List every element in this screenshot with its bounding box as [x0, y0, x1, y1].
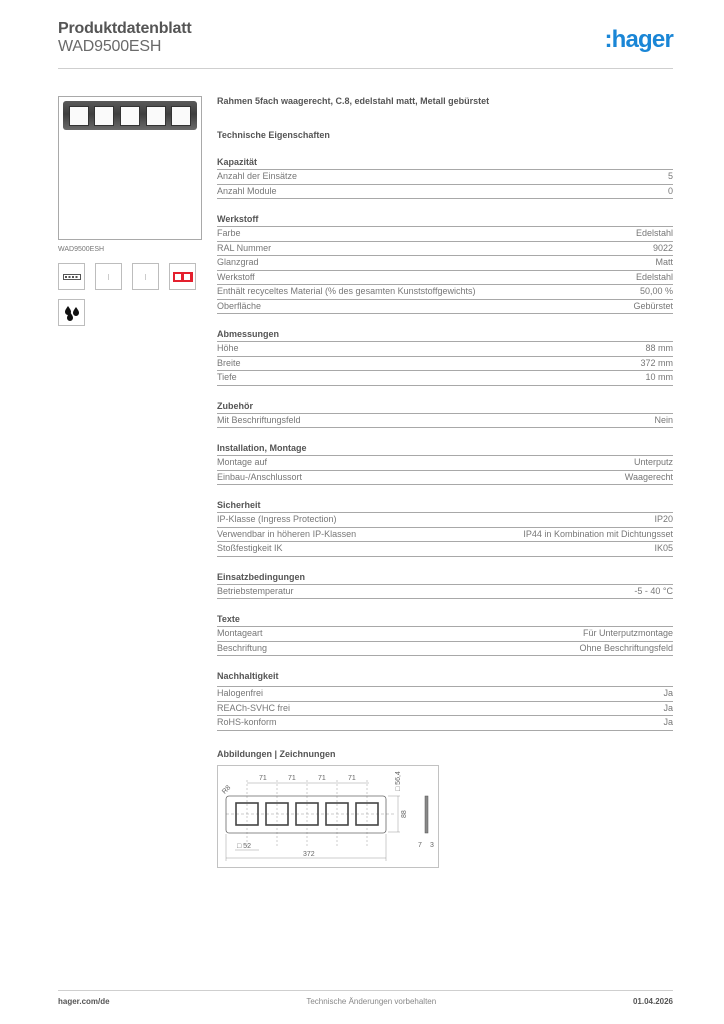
spec-label: Oberfläche: [217, 300, 262, 311]
width-label: 372: [303, 850, 315, 858]
spec-value: 10 mm: [645, 372, 673, 382]
spec-row: [217, 585, 673, 600]
spec-row: [217, 687, 673, 702]
spec-label: Mit Beschriftungsfeld: [217, 414, 301, 425]
section-title: Technische Eigenschaften: [217, 130, 330, 140]
frame-illustration: [63, 101, 197, 130]
spec-value: Waagerecht: [624, 471, 673, 482]
outer-label: □ 56,4: [395, 770, 402, 791]
pitch-label: 71: [288, 774, 296, 782]
pitch-label: 71: [259, 774, 267, 782]
depth-label: 3: [430, 841, 434, 849]
spec-label: Anzahl der Einsätze: [217, 171, 298, 181]
depth-label: 7: [418, 841, 422, 849]
spec-value: Matt: [655, 257, 673, 267]
spec-value: 0: [667, 185, 673, 196]
spec-row: [217, 528, 673, 543]
group-abmessungen: [217, 328, 673, 386]
header-divider: [58, 68, 673, 69]
spec-label: IP-Klasse (Ingress Protection): [217, 514, 337, 524]
group-title: Abmessungen: [217, 328, 673, 342]
product-title: Rahmen 5fach waagerecht, C.8, edelstahl matt, Metall gebürstet: [217, 96, 490, 106]
page-footer: [58, 997, 673, 1006]
spec-value: IK05: [654, 543, 673, 553]
spec-row: [217, 627, 673, 642]
group-title: Zubehör: [217, 400, 673, 414]
group-texte: [217, 613, 673, 656]
spec-row: [217, 716, 673, 731]
spec-row: [217, 256, 673, 271]
spec-row: [217, 414, 673, 429]
led-strip-icon: [58, 263, 85, 290]
spec-row: [217, 642, 673, 657]
spec-label: Anzahl Module: [217, 185, 277, 196]
group-sicherheit: [217, 499, 673, 557]
doc-type-title: Produktdatenblatt: [58, 20, 192, 37]
spec-label: Montage auf: [217, 457, 268, 467]
spec-row: [217, 542, 673, 557]
water-drops-icon: [58, 299, 85, 326]
spec-value: Ja: [663, 702, 673, 713]
pitch-label: 71: [348, 774, 356, 782]
spec-label: RAL Nummer: [217, 242, 272, 253]
spec-value: -5 - 40 °C: [634, 585, 673, 596]
technical-drawing: [217, 765, 439, 868]
footer-note: Technische Änderungen vorbehalten: [306, 997, 437, 1006]
spec-row: [217, 185, 673, 200]
group-title: Einsatzbedingungen: [217, 571, 673, 585]
spec-label: Höhe: [217, 343, 239, 353]
product-image: [58, 96, 202, 240]
spec-row: [217, 300, 673, 315]
ip-rating-icon: [169, 263, 196, 290]
spec-label: Halogenfrei: [217, 688, 264, 698]
spec-row: [217, 471, 673, 486]
group-title: Kapazität: [217, 156, 673, 170]
footer-divider: [58, 990, 673, 991]
spec-label: Breite: [217, 357, 241, 368]
spec-value: Nein: [654, 414, 673, 425]
group-title: Texte: [217, 613, 673, 627]
article-number: WAD9500ESH: [58, 38, 162, 55]
spec-row: [217, 371, 673, 386]
spec-label: Einbau-/Anschlussort: [217, 471, 303, 482]
spec-label: Glanzgrad: [217, 257, 259, 267]
height-label: 88: [401, 809, 408, 818]
spec-value: IP44 in Kombination mit Dichtungsset: [523, 528, 673, 539]
spec-row: [217, 456, 673, 471]
spec-label: Stoßfestigkeit IK: [217, 543, 283, 553]
opening-label: □ 52: [237, 842, 251, 850]
group-title: Installation, Montage: [217, 442, 673, 456]
footer-website-link[interactable]: hager.com/de: [58, 997, 110, 1006]
spec-value: Ohne Beschriftungsfeld: [579, 642, 673, 653]
radius-label: R8: [221, 783, 233, 796]
spec-value: Ja: [663, 717, 673, 727]
spec-row: [217, 702, 673, 717]
spec-value: 5: [667, 171, 673, 181]
spec-row: [217, 170, 673, 185]
spec-row: [217, 513, 673, 528]
spec-value: Unterputz: [633, 457, 673, 467]
group-installation: [217, 442, 673, 485]
spec-value: IP20: [654, 514, 673, 524]
group-title: Sicherheit: [217, 499, 673, 513]
spec-value: Edelstahl: [635, 228, 673, 238]
spec-value: 50,00 %: [639, 286, 673, 296]
spec-row: [217, 285, 673, 300]
spec-label: RoHS-konform: [217, 717, 277, 727]
spec-label: REACh-SVHC frei: [217, 702, 291, 713]
footer-date: 01.04.2026: [632, 997, 673, 1006]
group-einsatzbedingungen: [217, 571, 673, 600]
feature-icons: [58, 263, 202, 290]
spec-label: Farbe: [217, 228, 241, 238]
spec-label: Beschriftung: [217, 642, 268, 653]
spec-label: Tiefe: [217, 372, 237, 382]
left-panel: [58, 96, 202, 326]
spec-label: Werkstoff: [217, 271, 255, 282]
spec-value: Für Unterputzmontage: [582, 628, 673, 638]
main-content: [217, 96, 673, 868]
page-header: [58, 20, 673, 70]
group-kapazitaet: [217, 156, 673, 199]
image-caption: WAD9500ESH: [58, 246, 105, 253]
spec-label: Enthält recyceltes Material (% des gesamten Kunststoffgewichts): [217, 286, 476, 296]
spec-row: [217, 271, 673, 286]
spec-value: 372 mm: [640, 357, 673, 368]
blank-icon: [132, 263, 159, 290]
spec-row: [217, 357, 673, 372]
spec-value: 88 mm: [645, 343, 673, 353]
spec-value: Edelstahl: [635, 271, 673, 282]
group-zubehoer: [217, 400, 673, 429]
group-title: Nachhaltigkeit: [217, 670, 673, 687]
spec-value: 9022: [652, 242, 673, 253]
feature-icons-row-2: [58, 299, 202, 326]
spec-label: Verwendbar in höheren IP-Klassen: [217, 528, 357, 539]
blank-icon: [95, 263, 122, 290]
spec-label: Betriebstemperatur: [217, 585, 294, 596]
spec-value: Gebürstet: [633, 300, 673, 311]
spec-value: Ja: [663, 688, 673, 698]
pitch-label: 71: [318, 774, 326, 782]
group-title: Werkstoff: [217, 213, 673, 227]
group-werkstoff: [217, 213, 673, 314]
spec-row: [217, 342, 673, 357]
spec-row: [217, 242, 673, 257]
group-nachhaltigkeit: [217, 670, 673, 731]
hager-logo: :hager: [604, 26, 673, 53]
drawings-title: Abbildungen | Zeichnungen: [217, 748, 336, 759]
spec-row: [217, 227, 673, 242]
spec-label: Montageart: [217, 628, 263, 638]
